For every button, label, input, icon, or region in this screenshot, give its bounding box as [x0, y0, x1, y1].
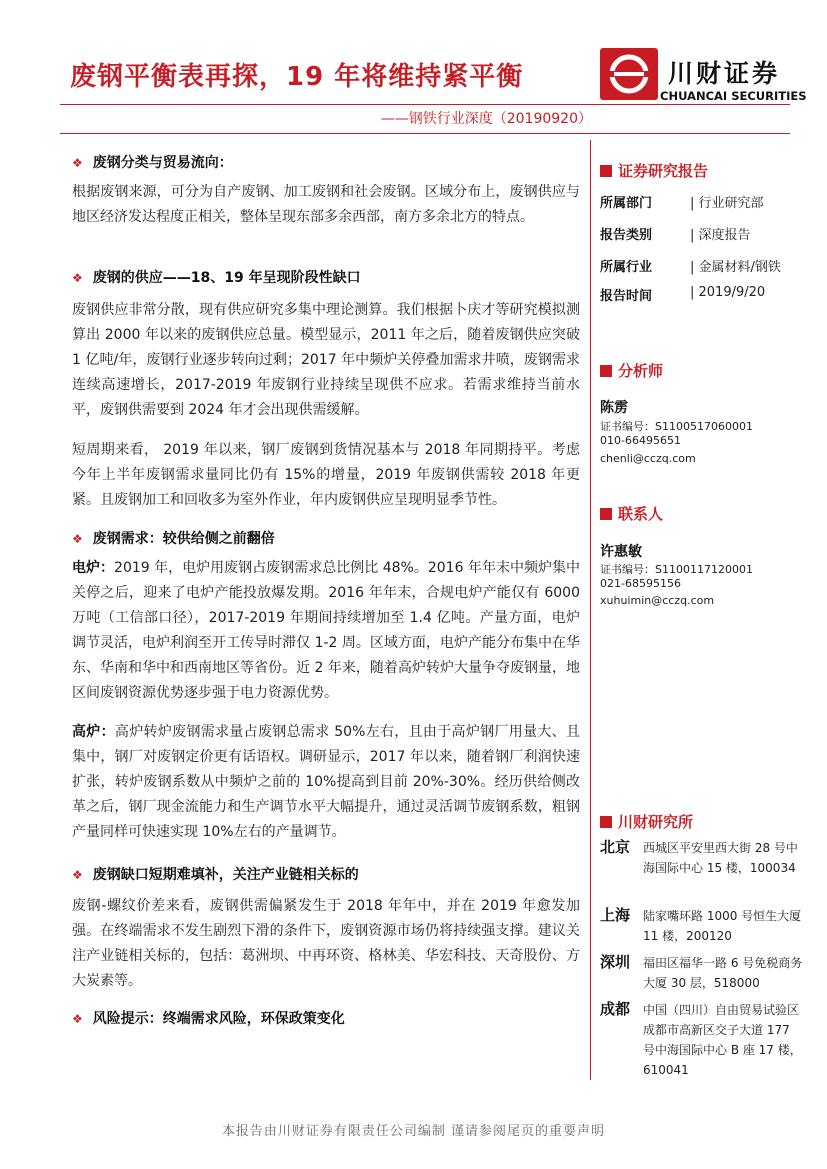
paragraph: 废钢供应非常分散，现有供应研究多集中理论测算。我们根据卜庆才等研究模拟测算出 2000 年以来的废钢供应总量。模型显示，2011 年之后，随着废钢供应突破 1 亿吨/年，废钢行业逐步转向过剩；2017 年中频炉关停叠加需求井喷，废钢需求连续高速增长，2017-2019 年废钢行业持续呈现供不应求。若需求维持当前水平，废钢供需要到 2024 年才会出现供需缓解。: [72, 302, 580, 418]
meta-key: 所属部门: [600, 196, 653, 211]
report-title: 废钢平衡表再探，19 年将维持紧平衡: [70, 62, 524, 92]
diamond-bullet-icon: ❖: [72, 156, 83, 170]
chuancai-logo-icon: [600, 48, 658, 100]
meta-value: | 深度报告: [690, 228, 751, 243]
sidebar-heading-institute: 川财研究所: [600, 811, 693, 832]
logo-name-en: CHUANCAI SECURITIES: [660, 89, 807, 103]
meta-value: | 行业研究部: [690, 196, 764, 211]
diamond-bullet-icon: ❖: [72, 271, 83, 285]
logo-name-cn: 川财证券: [668, 59, 781, 88]
diamond-bullet-icon: ❖: [72, 532, 83, 546]
sidebar-heading-report: 证券研究报告: [600, 160, 708, 181]
diamond-bullet-icon: ❖: [72, 868, 83, 882]
paragraph: 根据废钢来源，可分为自产废钢、加工废钢和社会废钢。区域分布上，废钢供应与地区经济发达程度正相关，整体呈现东部多余西部，南方多余北方的特点。: [72, 184, 580, 225]
header-rule-bottom: [60, 133, 790, 134]
analyst-email[interactable]: chenli@cczq.com: [600, 452, 696, 465]
paragraph-lead: 电炉：: [72, 560, 115, 576]
diamond-bullet-icon: ❖: [72, 1012, 83, 1026]
office-city: 北京: [600, 838, 631, 856]
meta-key: 所属行业: [600, 260, 653, 275]
sidebar-heading-analyst: 分析师: [600, 360, 663, 381]
paragraph: 废钢-螺纹价差来看，废钢供需偏紧发生于 2018 年年中，并在 2019 年愈发加强。在终端需求不发生剧烈下滑的条件下，废钢资源市场仍将持续强支撑。建议关注产业链相关标的，包括：葛洲坝、中再环资、格林美、华宏科技、天奇股份、方大炭素等。: [72, 898, 580, 989]
section-heading: ❖ 风险提示：终端需求风险，环保政策变化: [72, 1011, 345, 1027]
analyst-phone: 010-66495651: [600, 434, 681, 447]
section-heading: ❖ 废钢缺口短期难填补，关注产业链相关标的: [72, 867, 359, 883]
square-bullet-icon: [600, 508, 612, 520]
office-city: 成都: [600, 1000, 631, 1018]
office-city: 深圳: [600, 953, 631, 971]
header-rule-top: [60, 104, 790, 105]
contact-phone: 021-68595156: [600, 577, 681, 590]
sidebar-heading-contact: 联系人: [600, 503, 663, 524]
office-city: 上海: [600, 906, 631, 924]
contact-name: 许惠敏: [600, 544, 642, 560]
section-heading: ❖ 废钢需求：较供给侧之前翻倍: [72, 531, 275, 547]
square-bullet-icon: [600, 365, 612, 377]
footer-disclaimer: 本报告由川财证券有限责任公司编制 谨请参阅尾页的重要声明: [221, 1124, 606, 1139]
analyst-cert: 证书编号：S1100517060001: [600, 420, 753, 433]
section-heading: ❖ 废钢分类与贸易流向：: [72, 155, 233, 171]
meta-value: | 金属材料/钢铁: [690, 260, 781, 275]
paragraph: 短周期来看， 2019 年以来，钢厂废钢到货情况基本与 2018 年同期持平。考虑今年上半年废钢需求量同比仍有 15%的增量，2019 年废钢供需较 2018 年更紧。且废钢加工和回收多为室外作业，年内废钢供应呈现明显季节性。: [72, 442, 580, 508]
paragraph-lead: 高炉：: [72, 724, 115, 740]
report-subtitle: ——钢铁行业深度（20190920）: [380, 111, 592, 127]
analyst-name: 陈雳: [600, 400, 628, 416]
meta-key: 报告时间: [600, 289, 653, 304]
contact-cert: 证书编号：S1100117120001: [600, 563, 753, 576]
meta-value: | 2019/9/20: [690, 285, 766, 300]
paragraph: 电炉：2019 年，电炉用废钢占废钢需求总比例比 48%。2016 年年末中频炉集中关停之后，迎来了电炉产能投放爆发期。2016 年年末，合规电炉产能仅有 6000 万吨（工信部口径），2017-2019 年期间持续增加至 1.4 亿吨。产量方面，电炉调节灵活，电炉利润至开工传导时滞仅 1-2 周。区域方面，电炉产能分布集中在华东、华南和华中和西南地区等省份。近 2 年来，随着高炉转炉大量争夺废钢量，地区间废钢资源优势逐步强于电力资源优势。: [72, 560, 580, 701]
paragraph: 高炉：高炉转炉废钢需求量占废钢总需求 50%左右，且由于高炉钢厂用量大、且集中，钢厂对废钢定价更有话语权。调研显示，2017 年以来，随着钢厂利润快速扩张，转炉废钢系数从中频炉之前的 10%提高到目前 20%-30%。经历供给侧改革之后，钢厂现金流能力和生产调节水平大幅提升，通过灵活调节废钢系数，粗钢产量同样可快速实现 10%左右的产量调节。: [72, 724, 580, 840]
office-address: 西城区平安里西大街 28 号中海国际中心 15 楼，100034: [643, 841, 798, 875]
meta-key: 报告类别: [600, 228, 653, 243]
square-bullet-icon: [600, 165, 612, 177]
office-address: 中国（四川）自由贸易试验区成都市高新区交子大道 177 号中海国际中心 B 座 17 楼，610041: [643, 1003, 802, 1077]
section-heading: ❖ 废钢的供应——18、19 年呈现阶段性缺口: [72, 270, 361, 286]
column-divider: [590, 140, 591, 1080]
square-bullet-icon: [600, 816, 612, 828]
office-address: 陆家嘴环路 1000 号恒生大厦 11 楼，200120: [643, 909, 802, 943]
contact-email[interactable]: xuhuimin@cczq.com: [600, 594, 715, 607]
office-address: 福田区福华一路 6 号免税商务大厦 30 层，518000: [643, 956, 803, 990]
